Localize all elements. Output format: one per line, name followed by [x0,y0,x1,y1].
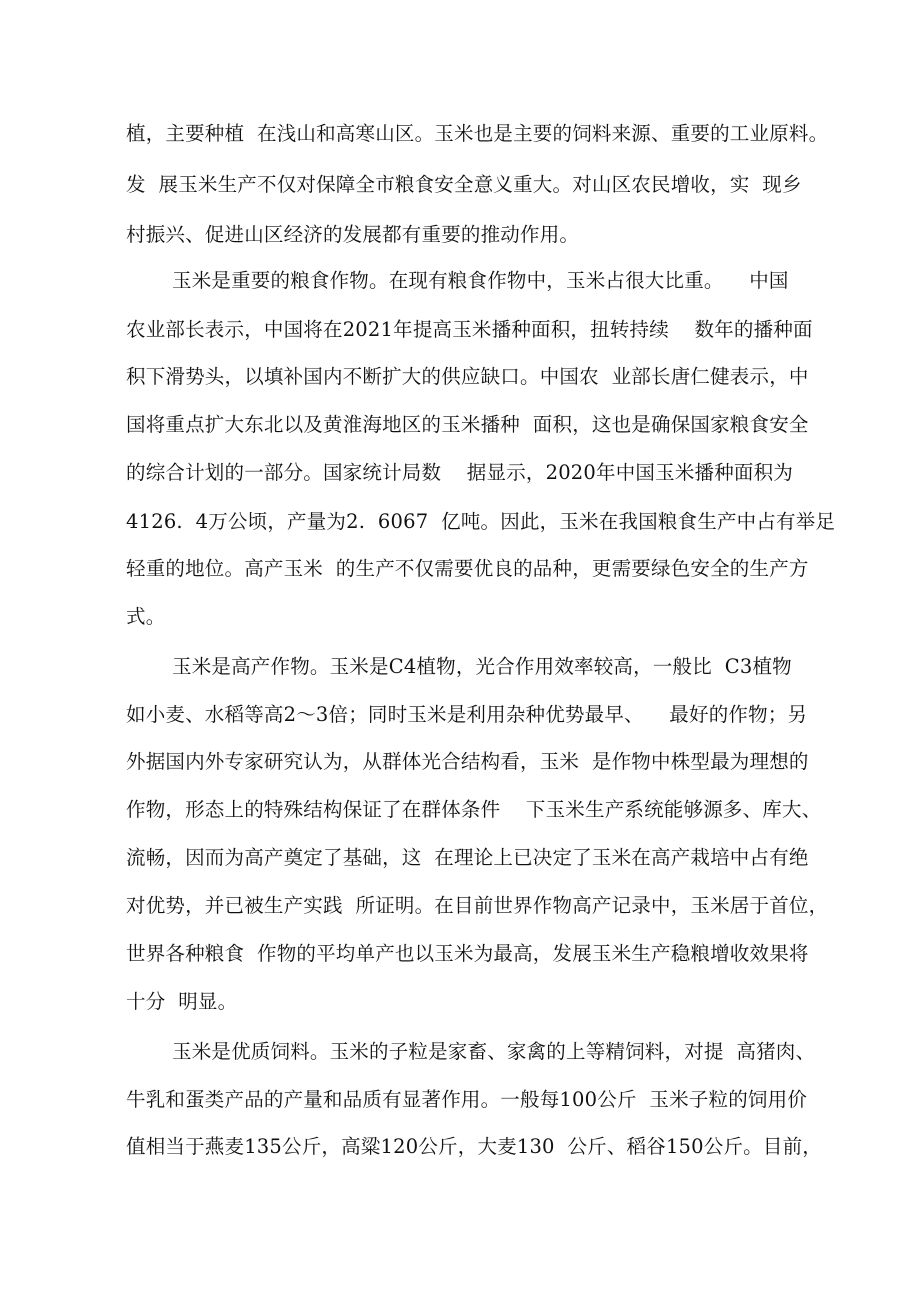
text-line: 村振兴、促进山区经济的发展都有重要的推动作用。 [126,223,580,246]
text-line: 植，主要种植 在浅山和高寒山区。玉米也是主要的饲料来源、重要的工业原料。 [126,122,829,145]
text-line: 4126. 4万公顷，产量为2. 6067 亿吨。因此，玉米在我国粮食生产中占有举足 [126,510,836,533]
text-line: 作物，形态上的特殊结构保证了在群体条件 下玉米生产系统能够源多、库大、 [126,798,822,821]
text-line: 流畅，因而为高产奠定了基础，这 在理论上已决定了玉米在高产栽培中占有绝 [126,846,809,869]
text-line: 发 展玉米生产不仅对保障全市粮食安全意义重大。对山区农民增收，实 现乡 [126,173,802,196]
text-line: 世界各种粮食 作物的平均单产也以玉米为最高，发展玉米生产稳粮增收效果将 [126,942,809,965]
text-line: 积下滑势头，以填补国内不断扩大的供应缺口。中国农 业部长唐仁健表示，中 [126,365,809,388]
text-line: 玉米是优质饲料。玉米的子粒是家畜、家禽的上等精饲料，对提 高猪肉、 [172,1040,816,1063]
text-line: 式。 [126,605,166,628]
text-line: 十分 明显。 [126,990,238,1013]
text-line: 国将重点扩大东北以及黄淮海地区的玉米播种 面积，这也是确保国家粮食安全 [126,413,809,436]
text-line: 玉米是重要的粮食作物。在现有粮食作物中，玉米占很大比重。 中国 [172,269,789,292]
text-line: 外据国内外专家研究认为，从群体光合结构看，玉米 是作物中株型最为理想的 [126,750,809,773]
text-line: 对优势，并已被生产实践 所证明。在目前世界作物高产记录中，玉米居于首位， [126,894,829,917]
text-line: 值相当于燕麦135公斤，高粱120公斤，大麦130 公斤、稻谷150公斤。目前， [126,1135,822,1158]
text-line: 的综合计划的一部分。国家统计局数 据显示，2020年中国玉米播种面积为 [126,461,794,484]
text-line: 如小麦、水稻等高2～3倍；同时玉米是利用杂种优势最早、 最好的作物；另 [126,703,808,726]
text-line: 牛乳和蛋类产品的产量和品质有显著作用。一般每100公斤 玉米子粒的饲用价 [126,1088,808,1111]
text-line: 玉米是高产作物。玉米是C4植物，光合作用效率较高，一般比 C3植物 [172,655,792,678]
text-line: 农业部长表示，中国将在2021年提高玉米播种面积，扭转持续 数年的播种面 [126,318,813,341]
text-line: 轻重的地位。高产玉米 的生产不仅需要优良的品种，更需要绿色安全的生产方 [126,557,809,580]
